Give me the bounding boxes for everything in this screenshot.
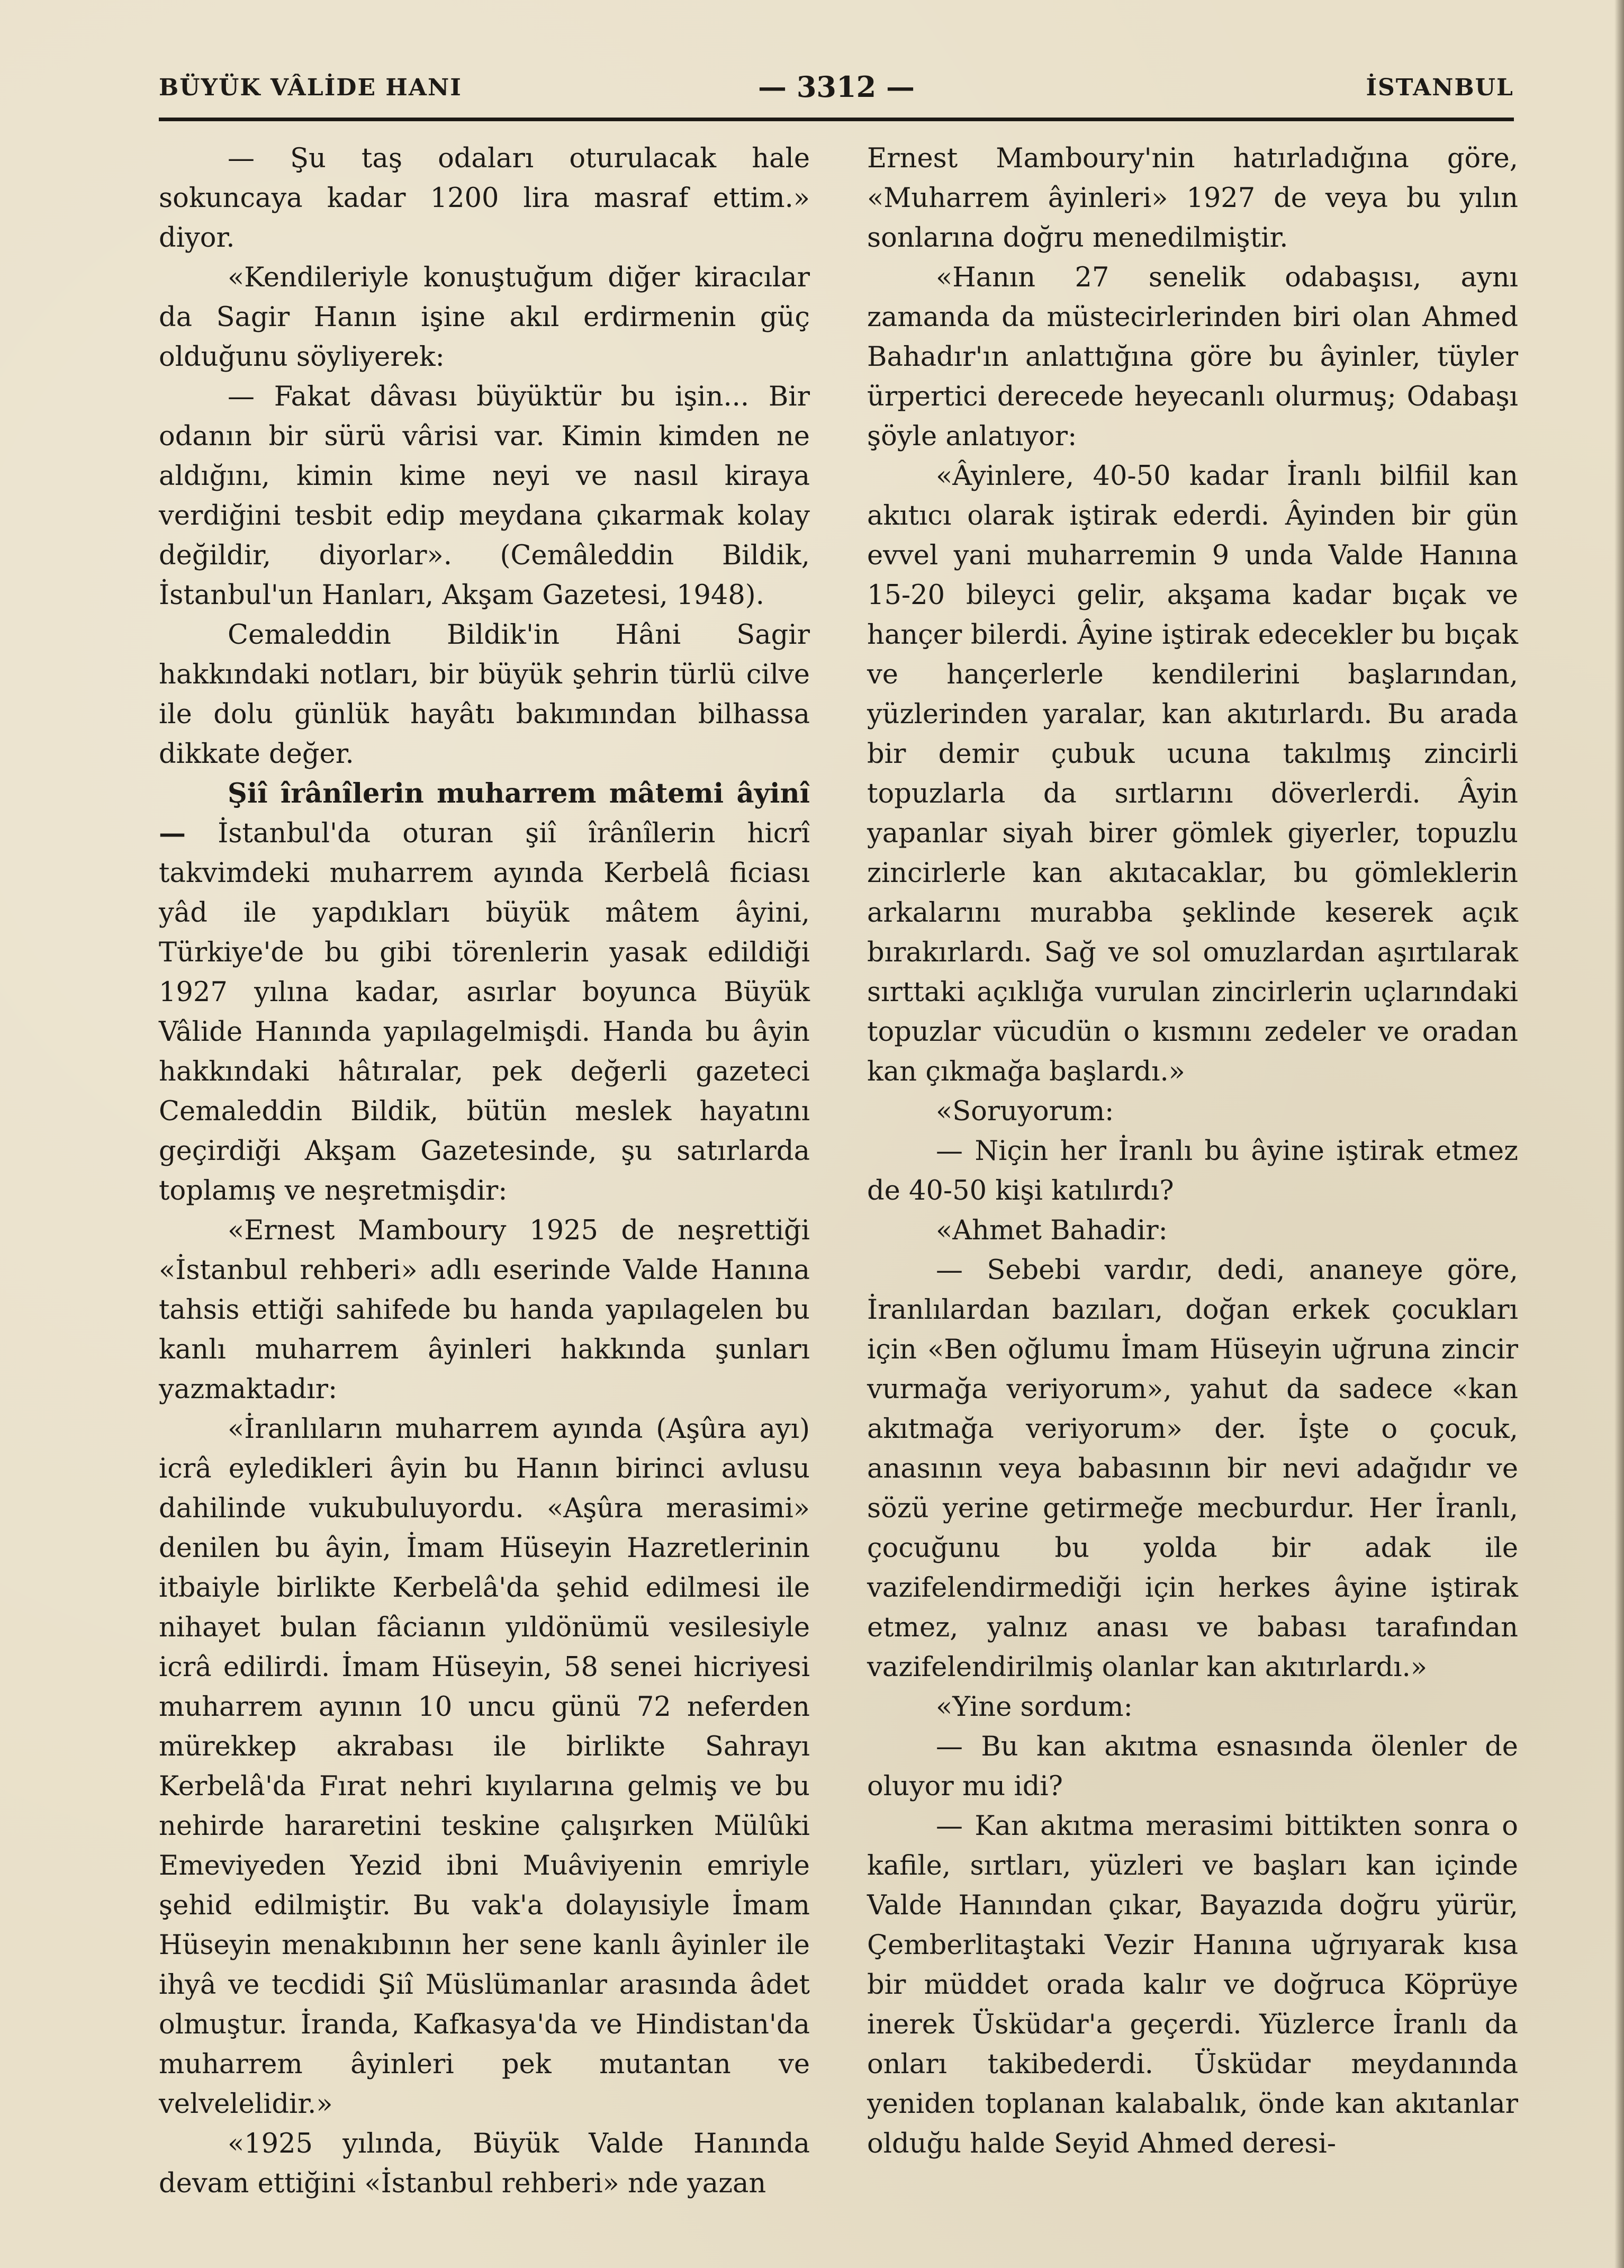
left-column bbox=[159, 139, 810, 2203]
header-rule bbox=[159, 118, 1514, 121]
paragraph: «Ahmet Bahadir: bbox=[936, 1215, 1168, 1246]
running-head bbox=[159, 70, 1514, 107]
section-lead: Şiî îrânîlerin muharrem mâtemi âyinî — bbox=[159, 778, 810, 849]
paragraph: «Ernest Mamboury 1925 de neşrettiği «İstanbul rehberi» adlı eserinde Valde Hanına tahsis ettiği sahifede bu handa yapılagelen bu kanlı muharrem âyinleri hakkında şunları yazmaktadır: bbox=[159, 1215, 810, 1405]
header-section-title: BÜYÜK VÂLİDE HANI bbox=[159, 74, 462, 101]
paragraph: «Soruyorum: bbox=[936, 1096, 1114, 1127]
paragraph: — Kan akıtma merasimi bittikten sonra o kafile, sırtları, yüzleri ve başları kan içinde Valde Hanından çıkar, Bayazıda doğru yürür, Çemberlitaştaki Vezir Hanına uğrıyarak kısa bir müddet orada kalır ve doğruca Köprüye inerek Üsküdar'a geçerdi. Yüzlerce İranlı da onları takibederdi. Üsküdar meydanında yeniden toplanan kalabalık, önde kan akıtanlar olduğu halde Seyid Ahmed deresi- bbox=[867, 1811, 1518, 2159]
paragraph: Cemaleddin Bildik'in Hâni Sagir hakkındaki notları, bir büyük şehrin türlü cilve ile dolu günlük hayâtı bakımından bilhassa dikkate değer. bbox=[159, 619, 810, 770]
paragraph: «Yine sordum: bbox=[936, 1691, 1133, 1723]
paragraph: — Sebebi vardır, dedi, ananeye göre, İranlılardan bazıları, doğan erkek çocukları için «Ben oğlumu İmam Hüseyin uğruna zincir vurmağa veriyorum», yahut da sadece «kan akıtmağa veriyorum» der. İşte o çocuk, anasının veya babasının bir nevi adağıdır ve sözü yerine getirmeğe mecburdur. Her İranlı, çocuğunu bu yolda bir adak ile vazifelendirmediği için herkes âyine iştirak etmez, yalnız anası ve babası tarafından vazifelendirilmiş olanlar kan akıtırlardı.» bbox=[867, 1255, 1518, 1683]
page-number: — 3312 — bbox=[758, 70, 915, 104]
paragraph: Ernest Mamboury'nin hatırladığına göre, «Muharrem âyinleri» 1927 de veya bu yılın sonlarına doğru menedilmiştir. bbox=[867, 143, 1518, 254]
page-edge-shadow bbox=[1614, 0, 1624, 2268]
paragraph: — Fakat dâvası büyüktür bu işin... Bir odanın bir sürü vârisi var. Kimin kimden ne aldığını, kimin kime neyi ve nasıl kiraya verdiğini tesbit edip meydana çıkarmak kolay değildir, diyorlar». (Cemâleddin Bildik, İstanbul'un Hanları, Akşam Gazetesi, 1948). bbox=[159, 381, 810, 611]
paragraph: «Hanın 27 senelik odabaşısı, aynı zamanda da müstecirlerinden biri olan Ahmed Bahadır'ın anlattığına göre bu âyinler, tüyler ürpertici derecede heyecanlı olurmuş; Odabaşı şöyle anlatıyor: bbox=[867, 262, 1518, 452]
paragraph: «Âyinlere, 40-50 kadar İranlı bilfiil kan akıtıcı olarak iştirak ederdi. Âyinden bir gün evvel yani muharremin 9 unda Valde Hanına 15-20 bileyci gelir, akşama kadar bıçak ve hançer bilerdi. Âyine iştirak edecekler bu bıçak ve hançerlerle kendilerini başlarından, yüzlerinden yaralar, kan akıtırlardı. Bu arada bir demir çubuk ucuna takılmış zincirli topuzlarla da sırtlarını döverlerdi. Âyin yapanlar siyah birer gömlek giyerler, topuzlu zincirlerle kan akıtacaklar, bu gömleklerin arkalarını murabba şeklinde keserek açık bırakırlardı. Sağ ve sol omuzlardan aşırtılarak sırttaki açıklığa vurulan zincirlerin uçlarındaki topuzlar vücudün o kısmını zedeler ve oradan kan çıkmağa başlardı.» bbox=[867, 461, 1518, 1087]
paragraph: — Niçin her İranlı bu âyine iştirak etmez de 40-50 kişi katılırdı? bbox=[867, 1136, 1518, 1207]
header-volume-title: İSTANBUL bbox=[1366, 74, 1514, 101]
paragraph: «1925 yılında, Büyük Valde Hanında devam ettiğini «İstanbul rehberi» nde yazan bbox=[159, 2128, 810, 2199]
right-column bbox=[867, 139, 1518, 2164]
paragraph-body: İstanbul'da oturan şiî îrânîlerin hicrî takvimdeki muharrem ayında Kerbelâ ficiası yâd ile yapdıkları büyük mâtem âyini, Türkiye'de bu gibi törenlerin yasak edildiği 1927 yılına kadar, asırlar boyunca Büyük Vâlide Hanında yapılagelmişdi. Handa bu âyin hakkındaki hâtıralar, pek değerli gazeteci Cemaleddin Bildik, bütün meslek hayatını geçirdiği Akşam Gazetesinde, şu satırlarda toplamış ve neşretmişdir: bbox=[159, 818, 810, 1207]
paragraph: — Bu kan akıtma esnasında ölenler de oluyor mu idi? bbox=[867, 1731, 1518, 1802]
paragraph: «Kendileriyle konuştuğum diğer kiracılar da Sagir Hanın işine akıl erdirmenin güç olduğunu söyliyerek: bbox=[159, 262, 810, 373]
paragraph: — Şu taş odaları oturulacak hale sokuncaya kadar 1200 lira masraf ettim.» diyor. bbox=[159, 143, 810, 254]
paragraph: «İranlıların muharrem ayında (Aşûra ayı) icrâ eyledikleri âyin bu Hanın birinci avlusu dahilinde vukubuluyordu. «Aşûra merasimi» denilen bu âyin, İmam Hüseyin Hazretlerinin itbaiyle birlikte Kerbelâ'da şehid edilmesi ile nihayet bulan fâcianın yıldönümü vesilesiyle icrâ edilirdi. İmam Hüseyin, 58 senei hicriyesi muharrem ayının 10 uncu günü 72 neferden mürekkep akrabası ile birlikte Sahrayı Kerbelâ'da Fırat nehri kıyılarına gelmiş ve bu nehirde hararetini teskine çalışırken Mülûki Emeviyeden Yezid ibni Muâviyenin emriyle şehid edilmiştir. Bu vak'a dolayısiyle İmam Hüseyin menakıbının her sene kanlı âyinler ile ihyâ ve tecdidi Şiî Müslümanlar arasında âdet olmuştur. İranda, Kafkasya'da ve Hindistan'da muharrem âyinleri pek mutantan ve velvelelidir.» bbox=[159, 1414, 810, 2120]
paragraph-with-lead bbox=[159, 774, 810, 1211]
